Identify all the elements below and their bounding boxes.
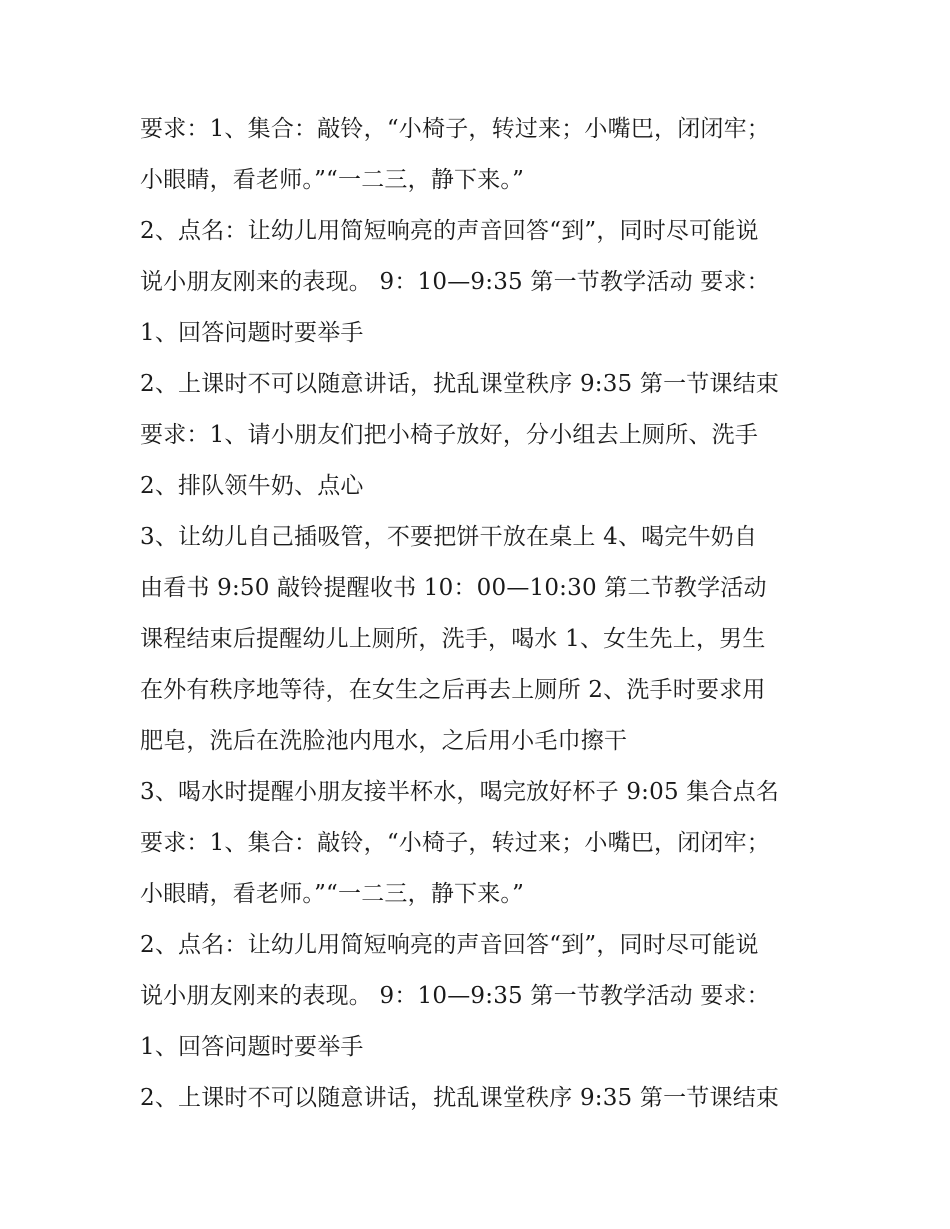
text-line: 2、上课时不可以随意讲话，扰乱课堂秩序 9:35 第一节课结束 <box>140 371 780 397</box>
text-line: 1、回答问题时要举手 <box>140 1034 364 1060</box>
text-line: 课程结束后提醒幼儿上厕所，洗手，喝水 1、女生先上，男生 <box>140 626 766 652</box>
document-body <box>140 104 820 1124</box>
text-line: 小眼睛，看老师。”“一二三，静下来。” <box>140 167 525 193</box>
text-line: 说小朋友刚来的表现。 9：10—9:35 第一节教学活动 要求： <box>140 983 770 1009</box>
text-line: 2、点名：让幼儿用简短响亮的声音回答“到”，同时尽可能说 <box>140 932 759 958</box>
text-line: 在外有秩序地等待，在女生之后再去上厕所 2、洗手时要求用 <box>140 677 766 703</box>
text-line: 2、排队领牛奶、点心 <box>140 473 364 499</box>
text-line: 肥皂，洗后在洗脸池内甩水，之后用小毛巾擦干 <box>140 728 628 754</box>
text-line: 2、点名：让幼儿用简短响亮的声音回答“到”，同时尽可能说 <box>140 218 759 244</box>
text-line: 3、喝水时提醒小朋友接半杯水，喝完放好杯子 9:05 集合点名 <box>140 779 780 805</box>
text-line: 2、上课时不可以随意讲话，扰乱课堂秩序 9:35 第一节课结束 <box>140 1085 780 1111</box>
text-line: 要求：1、集合：敲铃，“小椅子，转过来；小嘴巴，闭闭牢； <box>140 830 770 856</box>
text-line: 1、回答问题时要举手 <box>140 320 364 346</box>
text-line: 要求：1、集合：敲铃，“小椅子，转过来；小嘴巴，闭闭牢； <box>140 116 770 142</box>
text-line: 3、让幼儿自己插吸管，不要把饼干放在桌上 4、喝完牛奶自 <box>140 524 758 550</box>
text-line: 由看书 9:50 敲铃提醒收书 10：00—10:30 第二节教学活动 <box>140 575 767 601</box>
text-line: 小眼睛，看老师。”“一二三，静下来。” <box>140 881 525 907</box>
text-line: 说小朋友刚来的表现。 9：10—9:35 第一节教学活动 要求： <box>140 269 770 295</box>
text-line: 要求：1、请小朋友们把小椅子放好，分小组去上厕所、洗手 <box>140 422 759 448</box>
